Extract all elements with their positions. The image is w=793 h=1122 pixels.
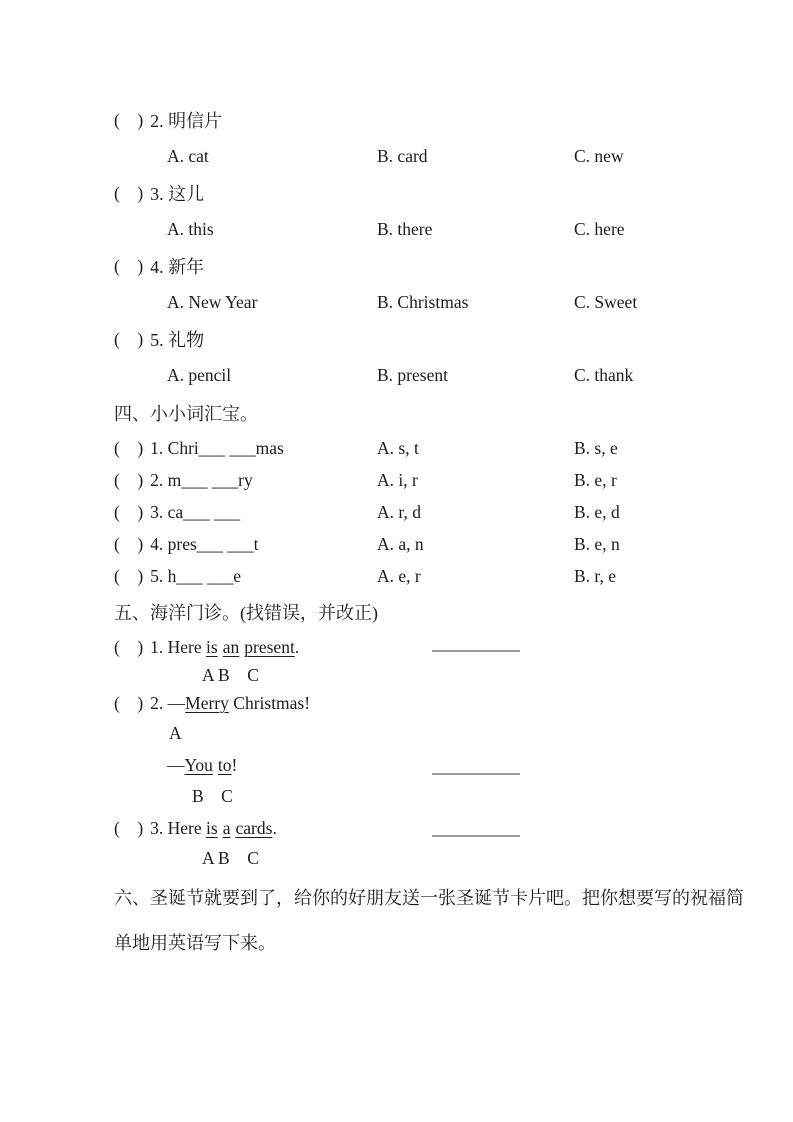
question-label: 4. 新年 <box>150 257 205 278</box>
option-a: A. this <box>167 219 214 240</box>
option-c: C. Sweet <box>574 292 638 313</box>
choice-letters: B C <box>192 786 233 806</box>
error-correction-row-3 <box>114 812 753 845</box>
answer-paren: ( ) <box>114 565 144 586</box>
answer-letters-bc-row-2 <box>114 781 753 812</box>
section-title: 五、海洋门诊。(找错误，并改正) <box>114 603 378 623</box>
sentence-end: Christmas! <box>228 692 311 713</box>
answer-letter-a-row-2 <box>114 718 753 749</box>
underlined-word-c: to <box>217 754 232 775</box>
option-c: C. new <box>574 146 624 167</box>
correction-blank-line <box>432 773 520 775</box>
section-six-title-line-1 <box>114 872 753 921</box>
option-b: B. r, e <box>574 565 617 586</box>
option-b: B. present <box>377 365 448 386</box>
option-b: B. there <box>377 219 433 240</box>
answer-paren: ( ) <box>114 501 144 522</box>
option-a: A. i, r <box>377 469 418 490</box>
option-c: C. here <box>574 219 625 240</box>
section-five-title <box>114 592 753 632</box>
question-label: 2. 明信片 <box>150 111 223 132</box>
option-a: A. s, t <box>377 437 419 458</box>
fill-blank-row-4 <box>114 528 753 560</box>
word-stem: 1. Chri___ ___mas <box>150 437 284 458</box>
fill-blank-row-3 <box>114 496 753 528</box>
section-title: 四、小小词汇宝。 <box>114 404 258 424</box>
options-row-5 <box>114 358 753 395</box>
dash: — <box>167 754 185 775</box>
option-b: B. card <box>377 146 428 167</box>
answer-paren: ( ) <box>114 328 144 349</box>
sentence-end: . <box>272 818 277 838</box>
option-b: B. Christmas <box>377 292 469 313</box>
underlined-word-b: You <box>184 754 213 775</box>
answer-paren: ( ) <box>114 636 144 657</box>
underlined-word-a: is <box>206 818 218 838</box>
answer-paren: ( ) <box>114 255 144 276</box>
fill-blank-row-5 <box>114 560 753 592</box>
answer-paren: ( ) <box>114 692 144 713</box>
option-c: C. thank <box>574 365 634 386</box>
option-a: A. a, n <box>377 533 424 554</box>
question-row-5 <box>114 321 753 358</box>
word-stem: 3. ca___ ___ <box>150 501 241 522</box>
word-stem: 2. m___ ___ry <box>150 469 253 490</box>
option-b: B. s, e <box>574 437 618 458</box>
options-row-4 <box>114 285 753 322</box>
exclamation: ! <box>231 754 238 775</box>
word-stem: 4. pres___ ___t <box>150 533 259 554</box>
underlined-word-c: present <box>244 636 295 657</box>
correction-blank-line <box>432 835 520 837</box>
option-a: A. pencil <box>167 365 232 386</box>
word-stem: 5. h___ ___e <box>150 565 242 586</box>
writing-task-text: 单地用英语写下来。 <box>114 932 276 953</box>
sentence-start: 1. Here <box>150 636 207 657</box>
answer-letters-row-3 <box>114 845 753 872</box>
option-b: B. e, r <box>574 469 617 490</box>
underlined-word-b: an <box>222 636 240 657</box>
choice-letters: A B C <box>202 848 259 868</box>
fill-blank-row-1 <box>114 432 753 464</box>
answer-paren: ( ) <box>114 533 144 554</box>
question-label: 5. 礼物 <box>150 330 205 351</box>
answer-paren: ( ) <box>114 469 144 490</box>
error-correction-row-2 <box>114 688 753 718</box>
option-a: A. r, d <box>377 501 422 522</box>
answer-paren: ( ) <box>114 109 144 130</box>
choice-letters: A B C <box>202 664 259 685</box>
option-a: A. cat <box>167 146 209 167</box>
options-row-2 <box>114 139 753 176</box>
option-a: A. New Year <box>167 292 258 313</box>
reply-line-row-2 <box>114 749 753 781</box>
option-a: A. e, r <box>377 565 421 586</box>
question-label: 3. 这儿 <box>150 184 205 205</box>
option-b: B. e, n <box>574 533 620 554</box>
options-row-3 <box>114 212 753 249</box>
answer-paren: ( ) <box>114 818 144 838</box>
answer-letters-row-1 <box>114 662 753 688</box>
correction-blank-line <box>432 650 520 652</box>
sentence-start: 3. Here <box>150 818 207 838</box>
option-b: B. e, d <box>574 501 620 522</box>
section-four-title <box>114 394 753 432</box>
answer-paren: ( ) <box>114 182 144 203</box>
sentence-start: 2. — <box>150 692 186 713</box>
answer-paren: ( ) <box>114 437 144 458</box>
question-row-3 <box>114 175 753 212</box>
question-row-4 <box>114 248 753 285</box>
writing-task-text: 六、圣诞节就要到了，给你的好朋友送一张圣诞节卡片吧。把你想要写的祝福简 <box>114 887 744 908</box>
question-row-2 <box>114 102 753 139</box>
section-six-title-line-2 <box>114 921 753 962</box>
underlined-word-a: Merry <box>185 692 229 713</box>
underlined-word-a: is <box>206 636 218 657</box>
fill-blank-row-2 <box>114 464 753 496</box>
underlined-word-c: cards <box>235 818 273 838</box>
error-correction-row-1 <box>114 632 753 662</box>
underlined-word-b: a <box>222 818 231 838</box>
sentence-end: . <box>294 636 300 657</box>
choice-letter-a: A <box>169 723 182 743</box>
